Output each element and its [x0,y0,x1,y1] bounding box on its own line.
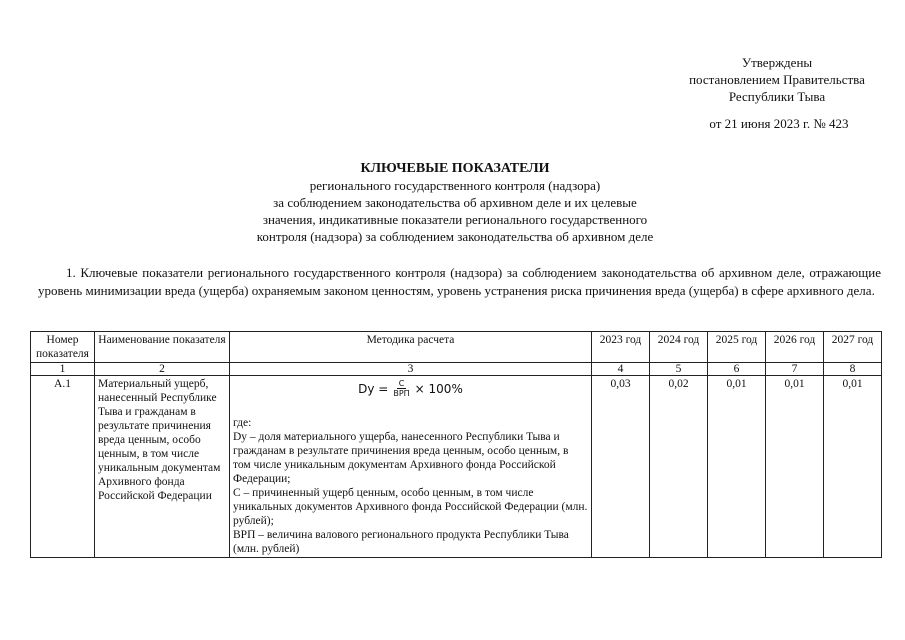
col-number-4: 4 [592,363,650,376]
row-method [230,376,592,558]
approval-line-3: Республики Тыва [728,89,826,104]
value-2025: 0,01 [708,376,766,558]
header-2027: 2027 год [824,332,882,363]
definition-c: С – причиненный ущерб ценным, особо ценным, в том числе уникальных документов Архивного фонда Российской Федерации (млн. рублей); [233,487,588,527]
definition-dy: Dy – доля материального ущерба, нанесенного Республики Тыва и гражданам в результате причинения вреда ценным, особо ценным, в том числе уникальным документам Архивного фонда Российской Федерации; [233,431,569,485]
col-number-8: 8 [824,363,882,376]
document-title [160,160,750,245]
table-header-row [31,332,882,363]
formula-lhs: Dy = [358,381,389,396]
indicators-table [30,331,882,558]
title-line-4: значения, индикативные показатели регионального государственного [262,212,648,227]
col-number-3: 3 [230,363,592,376]
value-2023: 0,03 [592,376,650,558]
approval-date: от 21 июня 2023 г. № 423 [709,116,849,131]
header-number: Номер показателя [31,332,95,363]
header-2023: 2023 год [592,332,650,363]
title-line-5: контроля (надзора) за соблюдением законодательства об архивном деле [256,229,654,244]
header-method: Методика расчета [230,332,592,363]
where-label: где: [233,417,252,429]
row-name: Материальный ущерб, нанесенный Республике Тыва и гражданам в результате причинения вреда ценным, особо ценным, в том числе уникальным документам Архивного фонда Российской Федерации [95,376,230,558]
approval-line-1: Утверждены [741,55,813,70]
header-2024: 2024 год [650,332,708,363]
definition-vrp: ВРП – величина валового регионального продукта Республики Тыва (млн. рублей) [233,529,569,555]
value-2026: 0,01 [766,376,824,558]
approval-block [672,54,882,105]
header-2025: 2025 год [708,332,766,363]
value-2027: 0,01 [824,376,882,558]
col-number-1: 1 [31,363,95,376]
row-number: А.1 [31,376,95,558]
column-number-row [31,363,882,376]
formula-denominator: ВРП [393,389,410,398]
formula-fraction [391,379,411,398]
title-line-2: регионального государственного контроля (надзора) [309,178,601,193]
approval-line-2: постановлением Правительства [689,72,865,87]
col-number-5: 5 [650,363,708,376]
title-line-3: за соблюдением законодательства об архивном деле и их целевые [273,195,637,210]
title-main: КЛЮЧЕВЫЕ ПОКАЗАТЕЛИ [360,161,550,176]
value-2024: 0,02 [650,376,708,558]
paragraph-1: 1. Ключевые показатели регионального государственного контроля (надзора) за соблюдением законодательства об архивном деле, отражающие уровень минимизации вреда (ущерба) охраняемым законом ценностям, уровень устранения риска причинения вреда (ущерба) в сфере архивного дела. [38,265,881,298]
table-row [31,376,882,558]
header-name: Наименование показателя [95,332,230,363]
method-definitions [233,416,588,556]
col-number-7: 7 [766,363,824,376]
col-number-2: 2 [95,363,230,376]
formula-numerator: С [398,379,405,388]
header-2026: 2026 год [766,332,824,363]
formula-rhs: × 100% [414,381,463,396]
col-number-6: 6 [708,363,766,376]
formula [233,379,588,398]
